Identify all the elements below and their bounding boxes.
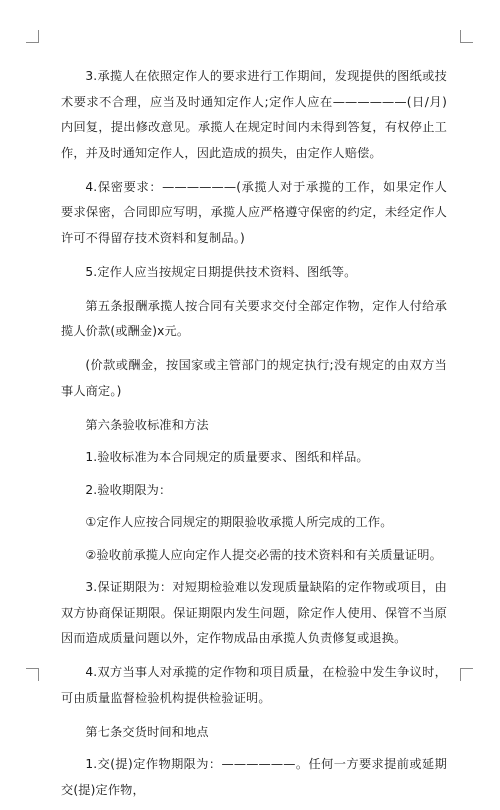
paragraph-acceptance-item-2: ②验收前承揽人应向定作人提交必需的技术资料和有关质量证明。 (85, 547, 442, 562)
document-body (61, 64, 447, 810)
heading-article-6: 第六条验收标准和方法 (85, 417, 209, 432)
paragraph-delivery-period: 1.交(提)定作物期限为：——————。任何一方要求提前或延期交(提)定作物， (61, 757, 447, 797)
paragraph-confidentiality: 4.保密要求：——————(承揽人对于承揽的工作，如果定作人要求保密，合同即应写明，承揽人应严格遵守保密的约定，未经定作人许可不得留存技术资料和复制品。) (61, 179, 447, 245)
crop-mark-bottom-left (26, 668, 39, 681)
paragraph-acceptance-item-1: ①定作人应按合同规定的期限验收承揽人所完成的工作。 (85, 515, 393, 529)
paragraph-payment-note: (价款或酬金，按国家或主管部门的规定执行;没有规定的由双方当事人商定。) (61, 358, 447, 398)
paragraph-clause-5: 5.定作人应当按规定日期提供技术资料、图纸等。 (85, 264, 357, 279)
paragraph-clause-3: 3.承揽人在依照定作人的要求进行工作期间，发现提供的图纸或技术要求不合理，应当及时通知定作人;定作人应在——————(日/月)内回复，提出修改意见。承揽人在规定时间内未得到答复，有权停止工作，并及时通知定作人，因此造成的损失，由定作人赔偿。 (61, 69, 447, 160)
crop-mark-bottom-right (460, 668, 473, 681)
paragraph-acceptance-standard: 1.验收标准为本合同规定的质量要求、图纸和样品。 (85, 450, 369, 464)
crop-mark-top-left (26, 30, 39, 43)
paragraph-quality-dispute: 4.双方当事人对承揽的定作物和项目质量，在检验中发生争议时，可由质量监督检验机构提供检验证明。 (61, 665, 447, 705)
paragraph-acceptance-period: 2.验收期限为： (85, 482, 172, 497)
heading-article-7: 第七条交货时间和地点 (85, 724, 209, 739)
paragraph-article-5-payment: 第五条报酬承揽人按合同有关要求交付全部定作物，定作人付给承揽人价款(或酬金)x元。 (61, 298, 447, 338)
crop-mark-top-right (460, 30, 473, 43)
paragraph-warranty-period: 3.保证期限为：对短期检验难以发现质量缺陷的定作物或项目，由双方协商保证期限。保证期限内发生问题，除定作人使用、保管不当原因而造成质量问题以外，定作物成品由承揽人负责修复或退换。 (61, 580, 447, 645)
